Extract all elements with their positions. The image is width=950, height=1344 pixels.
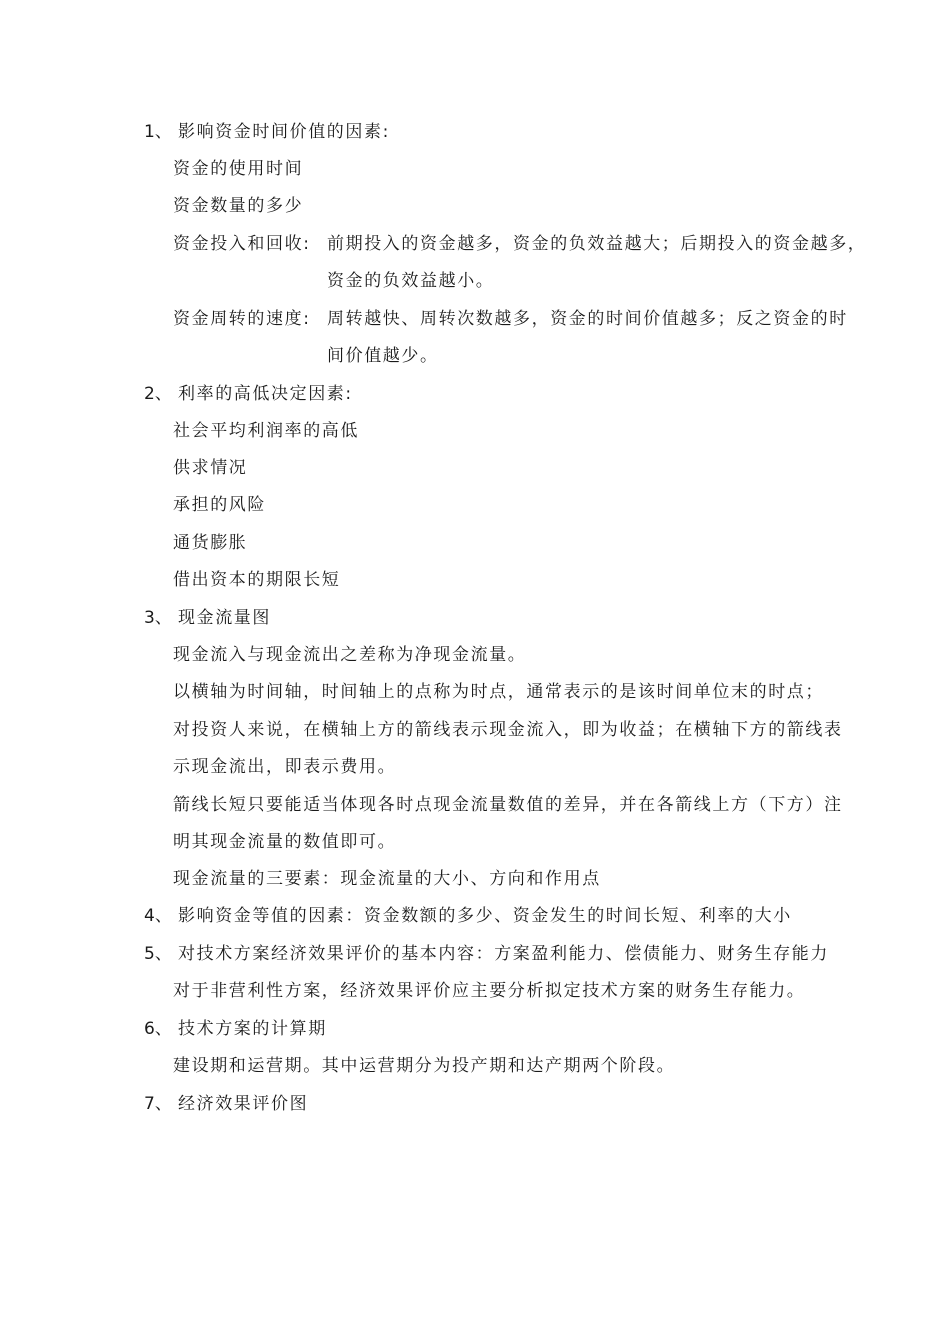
list-item: 以横轴为时间轴，时间轴上的点称为时点，通常表示的是该时间单位末的时点； — [173, 682, 824, 702]
section-number: 2、 — [144, 384, 172, 404]
section-5-heading — [144, 943, 829, 965]
item-label: 资金周转的速度: — [173, 309, 311, 329]
item-label: 资金投入和回收: — [173, 234, 311, 254]
section-3-heading — [144, 607, 271, 629]
section-number: 3、 — [144, 608, 172, 628]
item-text-continuation: 间价值越少。 — [327, 346, 439, 366]
section-7-heading — [144, 1093, 308, 1115]
list-item: 社会平均利润率的高低 — [173, 421, 359, 441]
list-item: 明其现金流量的数值即可。 — [173, 832, 397, 852]
list-item: 通货膨胀 — [173, 533, 248, 553]
section-title: 经济效果评价图 — [178, 1094, 309, 1114]
list-item: 资金数量的多少 — [173, 196, 304, 216]
section-number: 4、 — [144, 906, 172, 926]
item-text: 前期投入的资金越多，资金的负效益越大；后期投入的资金越多， — [327, 234, 867, 254]
section-4-heading — [144, 905, 792, 927]
section-title: 影响资金时间价值的因素: — [178, 122, 390, 142]
list-item: 资金的使用时间 — [173, 159, 304, 179]
section-title: 影响资金等值的因素：资金数额的多少、资金发生的时间长短、利率的大小 — [178, 906, 792, 926]
list-item: 对投资人来说，在横轴上方的箭线表示现金流入，即为收益；在横轴下方的箭线表 — [173, 720, 843, 740]
item-text-continuation: 资金的负效益越小。 — [327, 271, 495, 291]
section-title: 现金流量图 — [178, 608, 271, 628]
section-number: 7、 — [144, 1094, 172, 1114]
list-item — [173, 308, 848, 330]
section-title: 利率的高低决定因素: — [178, 384, 353, 404]
list-item: 示现金流出，即表示费用。 — [173, 757, 397, 777]
item-text: 周转越快、周转次数越多，资金的时间价值越多；反之资金的时 — [327, 309, 848, 329]
list-item: 现金流入与现金流出之差称为净现金流量。 — [173, 645, 527, 665]
section-2-heading — [144, 383, 353, 405]
list-item: 对于非营利性方案，经济效果评价应主要分析拟定技术方案的财务生存能力。 — [173, 981, 806, 1001]
list-item: 承担的风险 — [173, 495, 266, 515]
section-1-heading — [144, 121, 390, 143]
list-item: 供求情况 — [173, 458, 248, 478]
section-number: 6、 — [144, 1019, 172, 1039]
list-item: 箭线长短只要能适当体现各时点现金流量数值的差异，并在各箭线上方（下方）注 — [173, 795, 843, 815]
list-item: 建设期和运营期。其中运营期分为投产期和达产期两个阶段。 — [173, 1056, 676, 1076]
section-title: 技术方案的计算期 — [178, 1019, 327, 1039]
section-number: 5、 — [144, 944, 172, 964]
list-item: 借出资本的期限长短 — [173, 570, 341, 590]
list-item: 现金流量的三要素：现金流量的大小、方向和作用点 — [173, 869, 601, 889]
section-title: 对技术方案经济效果评价的基本内容：方案盈利能力、偿债能力、财务生存能力 — [178, 944, 829, 964]
list-item — [173, 233, 866, 255]
section-6-heading — [144, 1018, 327, 1040]
section-number: 1、 — [144, 122, 172, 142]
